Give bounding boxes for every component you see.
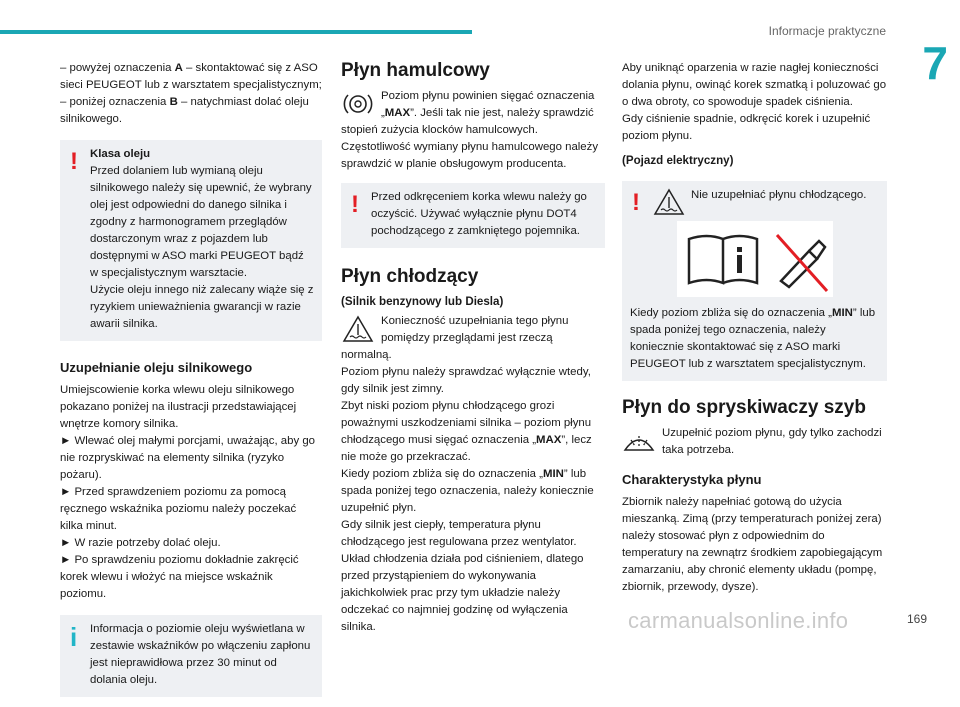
page-number: 169 xyxy=(906,612,927,626)
warning-text: Przed dolaniem lub wymianą oleju silnikowego należy się upewnić, że wybrany olej jest odpowiedni do danego silnika i zgodny z harmonogramem przeglądów dostarczonym wraz z pojazdem lub dostępnymi w ASO marki PEUGEOT bądź w specjalistycznym warsztacie. xyxy=(90,165,312,279)
ev-warning-row xyxy=(630,187,879,217)
watermark: carmanualsonline.info xyxy=(628,608,849,633)
brake-intro xyxy=(341,88,605,139)
manual-book-icon xyxy=(677,221,833,297)
chapter-number: 7 xyxy=(922,37,948,89)
washer-intro xyxy=(622,425,887,459)
paragraph: Aby uniknąć oparzenia w razie nagłej konieczności dolania płynu, owinąć korek szmatką i poluzować go o dwa obroty, co spowoduje spadek ciśnienia. xyxy=(622,62,887,108)
warning-box-brake xyxy=(341,183,605,248)
section-heading: Uzupełnianie oleju silnikowego xyxy=(60,360,253,375)
paragraph: Kiedy poziom zbliża się do oznaczenia „MIN” lub spada poniżej tego oznaczenia, należy koniecznie skontaktować się z ASO marki PEUGEOT lub z warsztatem specjalistycznym. xyxy=(630,307,876,370)
section-heading-fluid-spec: Charakterystyka płynu xyxy=(622,472,762,487)
column-3 xyxy=(622,60,887,596)
warning-title: Klasa oleju xyxy=(90,148,151,160)
section-heading-washer: Płyn do spryskiwaczy szyb xyxy=(622,397,866,418)
exclamation-icon: ! xyxy=(632,189,640,216)
paragraph: Układ chłodzenia działa pod ciśnieniem, dlatego przed przystąpieniem do wykonywania jakichkolwiek prac przy tym układzie należy odczekać co najmniej godzinę od wyłączenia silnika. xyxy=(341,553,584,633)
warning-box-ev xyxy=(622,181,887,381)
warning-box-oil-class xyxy=(60,140,322,341)
step: ► W razie potrzeby dolać oleju. xyxy=(60,537,221,549)
paragraph: Zbyt niski poziom płynu chłodzącego grozi poważnymi uszkodzeniami silnika – poziom płynu chłodzącego musi sięgać oznaczenia „MAX”, lecz nie może go przekraczać. xyxy=(341,400,592,463)
info-text: Informacja o poziomie oleju wyświetlana w zestawie wskaźników po włączeniu zapłonu jest nieprawidłowa przez 30 minut od dolania oleju. xyxy=(90,623,311,686)
column-1 xyxy=(60,60,322,707)
section-heading-brake: Płyn hamulcowy xyxy=(341,60,490,81)
column-2 xyxy=(341,60,605,636)
coolant-icon xyxy=(341,314,375,344)
brake-fluid-icon xyxy=(341,89,375,119)
paragraph: – powyżej oznaczenia A – skontaktować się z ASO sieci PEUGEOT lub z warsztatem specjalistycznym; xyxy=(60,62,322,91)
section-heading-coolant: Płyn chłodzący xyxy=(341,266,479,287)
paragraph: Poziom płynu należy sprawdzać wyłącznie wtedy, gdy silnik jest zimny. xyxy=(341,366,591,395)
paragraph: Zbiornik należy napełniać gotową do użycia mieszanką. Zimą (przy temperaturach poniżej zera) należy stosować płyn z odpowiednim do temperatury na zewnątrz środkiem zapobiegającym zamarzaniu, aby chronić elementy układu (pompę, zbiornik, przewody, dysze). xyxy=(622,496,883,593)
warning-text: Użycie oleju innego niż zalecany wiąże się z ryzykiem unieważnienia gwarancji w razie awarii silnika. xyxy=(90,284,314,330)
exclamation-icon: ! xyxy=(70,148,78,175)
paragraph: Gdy silnik jest ciepły, temperatura płynu chłodzącego jest regulowana przez wentylator. xyxy=(341,519,577,548)
subheading: (Silnik benzynowy lub Diesla) xyxy=(341,295,504,308)
paragraph: Umiejscowienie korka wlewu oleju silnikowego pokazano poniżej na ilustracji przedstawiającej wnętrze komory silnika. xyxy=(60,384,297,430)
paragraph: Gdy ciśnienie spadnie, odkręcić korek i uzupełnić poziom płynu. xyxy=(622,113,871,142)
warning-text: Nie uzupełniać płynu chłodzącego. xyxy=(691,189,867,201)
paragraph: Poziom płynu powinien sięgać oznaczenia „MAX”. Jeśli tak nie jest, należy sprawdzić stopień zużycia klocków hamulcowych. xyxy=(341,90,595,136)
step: ► Wlewać olej małymi porcjami, uważając, aby go nie rozpryskiwać na elementy silnika (ryzyko pożaru). xyxy=(60,435,315,481)
washer-fluid-icon xyxy=(622,426,656,456)
paragraph: Częstotliwość wymiany płynu hamulcowego należy sprawdzić w planie obsługowym producenta. xyxy=(341,141,599,170)
paragraph: Konieczność uzupełniania tego płynu pomiędzy przeglądami jest rzeczą normalną. xyxy=(341,315,569,361)
exclamation-icon: ! xyxy=(351,191,359,218)
step: ► Przed sprawdzeniem poziomu za pomocą ręcznego wskaźnika poziomu należy poczekać kilka minut. xyxy=(60,486,297,532)
info-box-oil-level xyxy=(60,615,322,697)
header-title: Informacje praktyczne xyxy=(768,24,886,38)
paragraph: Uzupełnić poziom płynu, gdy tylko zachodzi taka potrzeba. xyxy=(662,427,882,456)
step: ► Po sprawdzeniu poziomu dokładnie zakręcić korek wlewu i włożyć na miejsce wskaźnik poziomu. xyxy=(60,554,299,600)
paragraph: Kiedy poziom zbliża się do oznaczenia „MIN” lub spada poniżej tego oznaczenia, należy koniecznie uzupełnić płyn. xyxy=(341,468,594,514)
subheading-ev: (Pojazd elektryczny) xyxy=(622,154,734,167)
coolant-intro xyxy=(341,313,605,364)
warning-text: Przed odkręceniem korka wlewu należy go oczyścić. Używać wyłącznie płynu DOT4 pochodzącego z zamkniętego pojemnika. xyxy=(371,191,587,237)
coolant-icon xyxy=(652,187,686,217)
info-icon: i xyxy=(70,622,78,652)
paragraph: – poniżej oznaczenia B – natychmiast dolać oleju silnikowego. xyxy=(60,96,309,125)
header-accent-bar xyxy=(0,30,472,34)
